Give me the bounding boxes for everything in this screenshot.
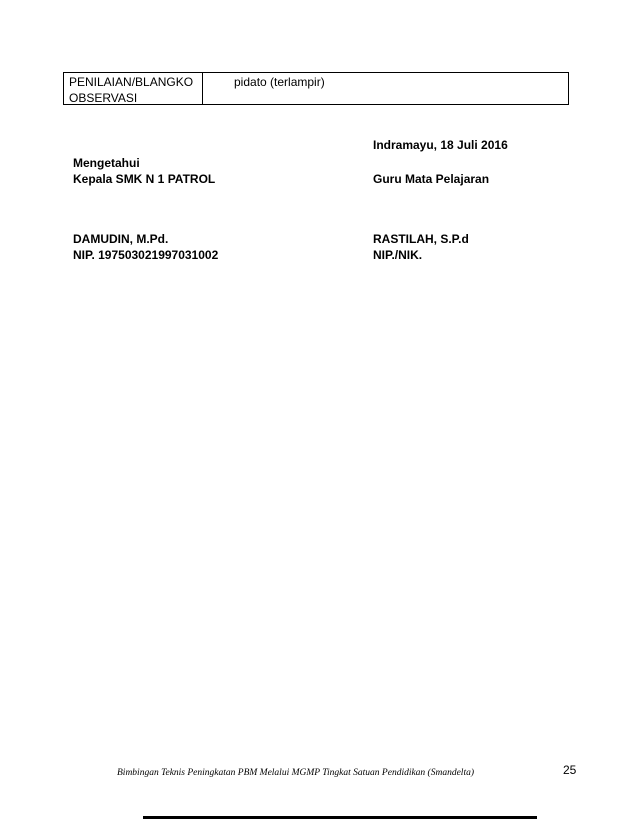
- left-sig-role: Kepala SMK N 1 PATROL: [73, 172, 216, 186]
- place-date: Indramayu, 18 Juli 2016: [373, 138, 508, 152]
- right-sig-name: RASTILAH, S.P.d: [373, 232, 469, 246]
- assessment-table: [63, 72, 569, 105]
- table-column-divider: [202, 73, 203, 104]
- table-label-line2: OBSERVASI: [69, 91, 138, 105]
- footer-caption: Bimbingan Teknis Peningkatan PBM Melalui MGMP Tingkat Satuan Pendidikan (Smandelta): [117, 768, 474, 778]
- right-sig-id: NIP./NIK.: [373, 248, 423, 262]
- table-label-line1: PENILAIAN/BLANGKO: [69, 75, 194, 89]
- left-sig-heading: Mengetahui: [73, 156, 140, 170]
- page-number: 25: [563, 763, 577, 777]
- footer-rule: [143, 816, 537, 819]
- left-sig-name: DAMUDIN, M.Pd.: [73, 232, 169, 246]
- table-value-cell: pidato (terlampir): [234, 75, 325, 89]
- table-label-cell: [69, 74, 193, 106]
- left-sig-id: NIP. 197503021997031002: [73, 248, 219, 262]
- right-sig-role: Guru Mata Pelajaran: [373, 172, 490, 186]
